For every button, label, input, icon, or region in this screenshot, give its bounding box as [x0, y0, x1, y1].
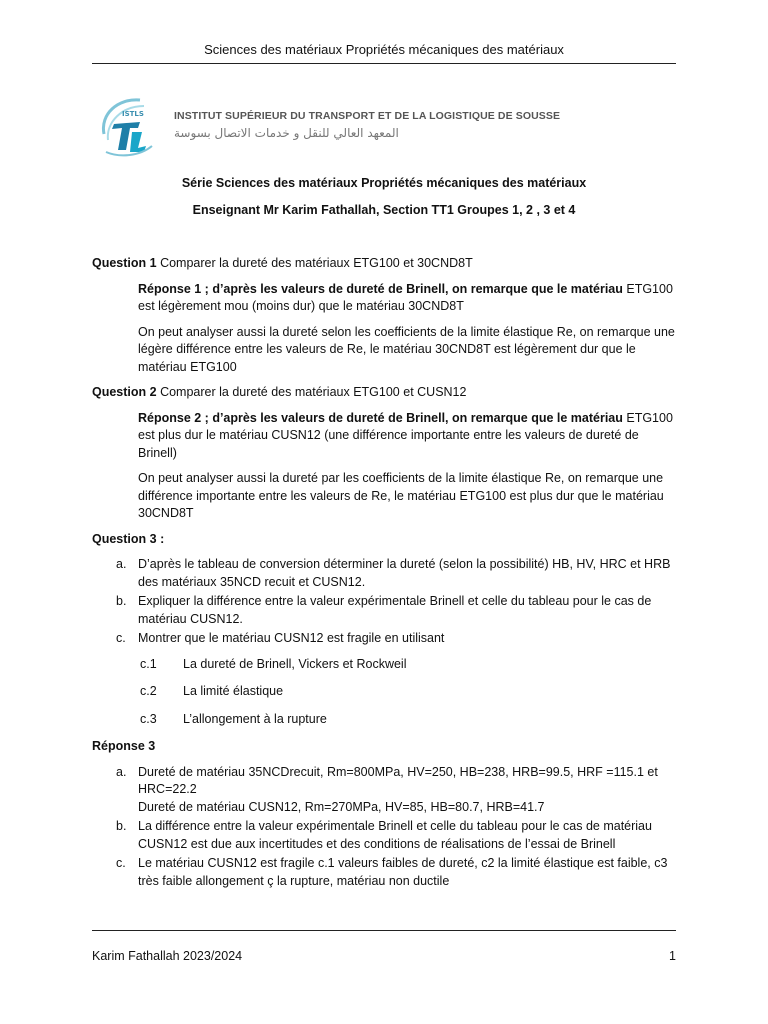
sub-item-number: c.1: [140, 656, 157, 671]
list-item: [92, 556, 676, 591]
question-3: [92, 531, 676, 549]
sub-item: [140, 656, 676, 674]
answer-3-heading: [92, 738, 676, 756]
question-2: [92, 384, 676, 402]
sub-item-text: La dureté de Brinell, Vickers et Rockweil: [183, 656, 407, 671]
sub-item: [140, 711, 676, 729]
list-item: [92, 630, 676, 648]
list-item: [92, 818, 676, 853]
list-item-text-2: Dureté de matériau CUSN12, Rm=270MPa, HV=85, HB=80.7, HRB=41.7: [138, 799, 545, 814]
list-item-text: Expliquer la différence entre la valeur expérimentale Brinell et celle du tableau pour le cas de matériau CUSN12.: [138, 594, 652, 626]
sub-item-number: c.2: [140, 684, 157, 698]
list-marker: c.: [116, 856, 126, 870]
sub-item-text: La limité élastique: [183, 684, 284, 698]
list-item-text: Le matériau CUSN12 est fragile c.1 valeurs faibles de dureté, c2 la limité élastique est faible, c3 très faible allongement ç la rupture, matériau non ductile: [138, 856, 668, 888]
answer-1-lead: Réponse 1 ; d’après les valeurs de dureté de Brinell, on remarque que le matériau: [138, 281, 623, 296]
answer-2-paragraph-2: On peut analyser aussi la dureté par les coefficients de la limite élastique Re, on remarque une différence importante entre les valeurs de Re, le matériau ETG100 est plus dur que le matériau 30CND8T: [138, 471, 664, 520]
answer-1-paragraph-2: On peut analyser aussi la dureté selon les coefficients de la limite élastique Re, on remarque une légère différence entre les valeurs de Re, le matériau 30CND8T est légèrement dur que le matériau ETG100: [138, 324, 675, 374]
logo-badge: ISTLS: [122, 110, 144, 118]
answer-3-label: Réponse 3: [92, 739, 156, 753]
answer-2: [138, 410, 676, 463]
istls-emblem-icon: [96, 94, 158, 160]
question-2-text: Comparer la dureté des matériaux ETG100 et CUSN12: [156, 385, 467, 399]
list-marker: a.: [116, 557, 127, 571]
answer-2-text: ETG100 est plus dur le matériau CUSN12 (une différence importante entre les valeurs de dureté de Brinell): [138, 410, 673, 460]
sub-item-text: L’allongement à la rupture: [183, 711, 327, 726]
list-item: [92, 855, 676, 890]
series-title: Série Sciences des matériaux Propriétés mécaniques des matériaux: [181, 176, 587, 190]
answer-1-text: ETG100 est légèrement mou (moins dur) que le matériau 30CND8T: [138, 281, 673, 313]
list-marker: b.: [116, 819, 127, 833]
footer-author: Karim Fathallah 2023/2024: [92, 949, 243, 963]
list-marker: a.: [116, 764, 127, 779]
list-item-text: Dureté de matériau 35NCDrecuit, Rm=800MPa, HV=250, HB=238, HRB=99.5, HRF =115.1 et HRC=22.2: [138, 764, 658, 796]
question-3-list: [92, 556, 676, 648]
list-item-text: La différence entre la valeur expérimentale Brinell et celle du tableau pour le cas de matériau CUSN12 est due aux incertitudes et des conditions de réalisations de l’essai de Brinell: [138, 819, 652, 851]
document-body: [92, 255, 676, 896]
question-2-label: Question 2: [92, 385, 157, 399]
question-1: [92, 255, 676, 273]
page-number: 1: [669, 949, 676, 963]
question-3-sublist: [140, 656, 676, 729]
answer-2-lead: Réponse 2 ; d’après les valeurs de dureté de Brinell, on remarque que le matériau: [138, 410, 623, 425]
question-3-label: Question 3 :: [92, 531, 165, 546]
institute-name-ar: المعهد العالي للنقل و خدمات الاتصال بسوسة: [174, 126, 399, 140]
sub-item-number: c.3: [140, 711, 157, 726]
institute-logo: [96, 94, 566, 166]
page-header: Sciences des matériaux Propriétés mécaniques des matériaux: [92, 42, 676, 64]
list-marker: c.: [116, 631, 126, 645]
list-item-text: Montrer que le matériau CUSN12 est fragile en utilisant: [138, 631, 445, 645]
institute-name-fr: INSTITUT SUPÉRIEUR DU TRANSPORT ET DE LA LOGISTIQUE DE SOUSSE: [174, 110, 561, 122]
list-marker: b.: [116, 594, 127, 608]
list-item: [92, 593, 676, 628]
list-item-text: D’après le tableau de conversion déterminer la dureté (selon la possibilité) HB, HV, HRC et HRB des matériaux 35NCD recuit et CUSN12.: [138, 557, 671, 589]
answer-3-list: [92, 764, 676, 891]
list-item: [92, 764, 676, 817]
question-1-text: Comparer la dureté des matériaux ETG100 et 30CND8T: [156, 256, 473, 270]
teacher-line: Enseignant Mr Karim Fathallah, Section TT1 Groupes 1, 2 , 3 et 4: [192, 203, 576, 217]
answer-1: [138, 281, 676, 316]
sub-item: [140, 683, 676, 701]
page-footer: [92, 930, 676, 963]
question-1-label: Question 1: [92, 256, 157, 270]
